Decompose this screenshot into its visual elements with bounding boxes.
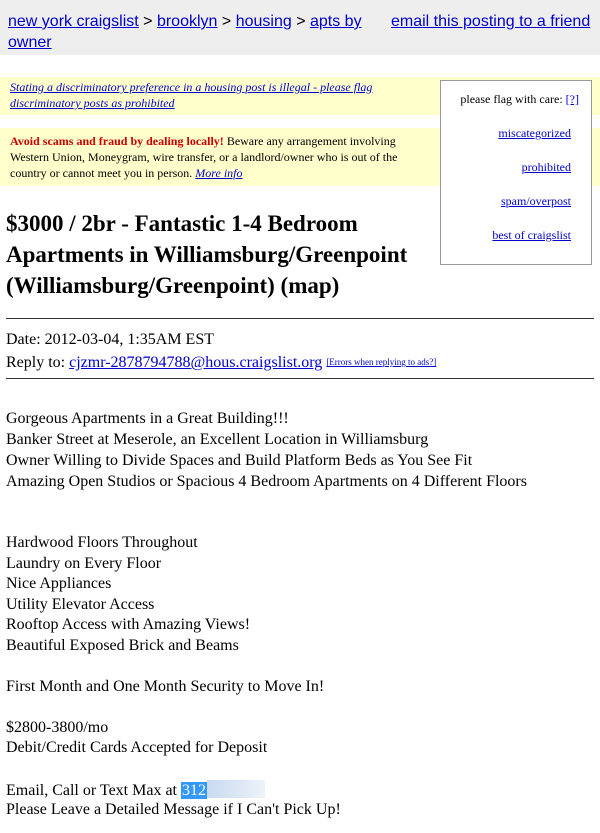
posting-date-row [6,328,436,351]
breadcrumb-apts-by-owner-part2[interactable]: owner [8,34,52,51]
divider [6,318,594,319]
body-line: Banker Street at Meserole, an Excellent Location in Williamsburg [6,431,429,448]
flag-miscategorized-link[interactable]: miscategorized [498,126,571,140]
email-posting-to-friend-link[interactable]: email this posting to a friend [391,13,591,30]
body-line: Gorgeous Apartments in a Great Building!!! [6,410,289,427]
breadcrumb-apts-by-owner-part1[interactable]: apts by [309,13,362,30]
flag-prohibited-link[interactable]: prohibited [521,160,571,174]
flag-help-link[interactable]: [?] [565,92,579,106]
body-line: Amazing Open Studios or Spacious 4 Bedroom Apartments on 4 Different Floors [6,473,527,490]
flag-best-of-craigslist-link[interactable]: best of craigslist [492,228,571,242]
top-bar [0,0,600,55]
body-line: Utility Elevator Access [6,596,155,613]
date-label: Date: [6,331,41,348]
breadcrumb [8,12,362,32]
flag-label: please flag with care: [460,92,563,106]
body-line: Rooftop Access with Amazing Views! [6,616,251,633]
scam-warning-heading: Avoid scams and fraud by dealing locally! [10,134,224,148]
body-line: Debit/Credit Cards Accepted for Deposit [6,739,268,756]
flag-header [460,92,579,107]
reply-to-label: Reply to: [6,354,66,371]
contact-phone-redacted [207,780,265,798]
flag-box [440,80,592,265]
body-line: Beautiful Exposed Brick and Beams [6,637,239,654]
breadcrumb-wrap [8,33,52,53]
breadcrumb-new-york-craigslist[interactable]: new york craigslist [8,13,139,30]
contact-text: Email, Call or Text Max at [6,782,177,799]
reply-email-link[interactable]: cjzmr-2878794788@hous.craigslist.org [69,354,323,371]
body-line: Please Leave a Detailed Message if I Can't Pick Up! [6,801,341,818]
body-line: Owner Willing to Divide Spaces and Build Platform Beds as You See Fit [6,452,473,469]
divider [6,378,594,379]
scam-more-info-link[interactable]: More info [195,166,243,180]
discrimination-notice-link[interactable]: Stating a discriminatory preference in a housing post is illegal - please flag discriminatory posts as prohibited [10,80,373,110]
contact-phone-selected[interactable]: 312 [182,782,206,799]
posting-meta [6,328,436,374]
body-line: Nice Appliances [6,575,112,592]
breadcrumb-separator: > [143,13,153,30]
body-line: $2800-3800/mo [6,719,109,736]
breadcrumb-brooklyn[interactable]: brooklyn [156,13,218,30]
reply-to-row [6,351,436,374]
scam-warning-text: Beware any arrangement involving Western Union, Moneygram, wire transfer, or a landlord/owner who is out of the country or cannot meet you in person. [10,134,398,180]
breadcrumb-separator: > [221,13,232,30]
breadcrumb-housing[interactable]: housing [235,13,292,30]
posting-title: $3000 / 2br - Fantastic 1-4 Bedroom Apartments in Williamsburg/Greenpoint (Williamsburg/Greenpoint) (map) [6,211,408,298]
body-line: First Month and One Month Security to Move In! [6,678,325,695]
breadcrumb-separator: > [296,13,306,30]
flag-spam-overpost-link[interactable]: spam/overpost [501,194,571,208]
contact-line [6,780,265,800]
posting-date: 2012-03-04, 1:35AM EST [44,331,214,348]
reply-errors-link[interactable]: [Errors when replying to ads?] [326,357,437,367]
body-line: Laundry on Every Floor [6,555,162,572]
body-line: Hardwood Floors Throughout [6,534,198,551]
